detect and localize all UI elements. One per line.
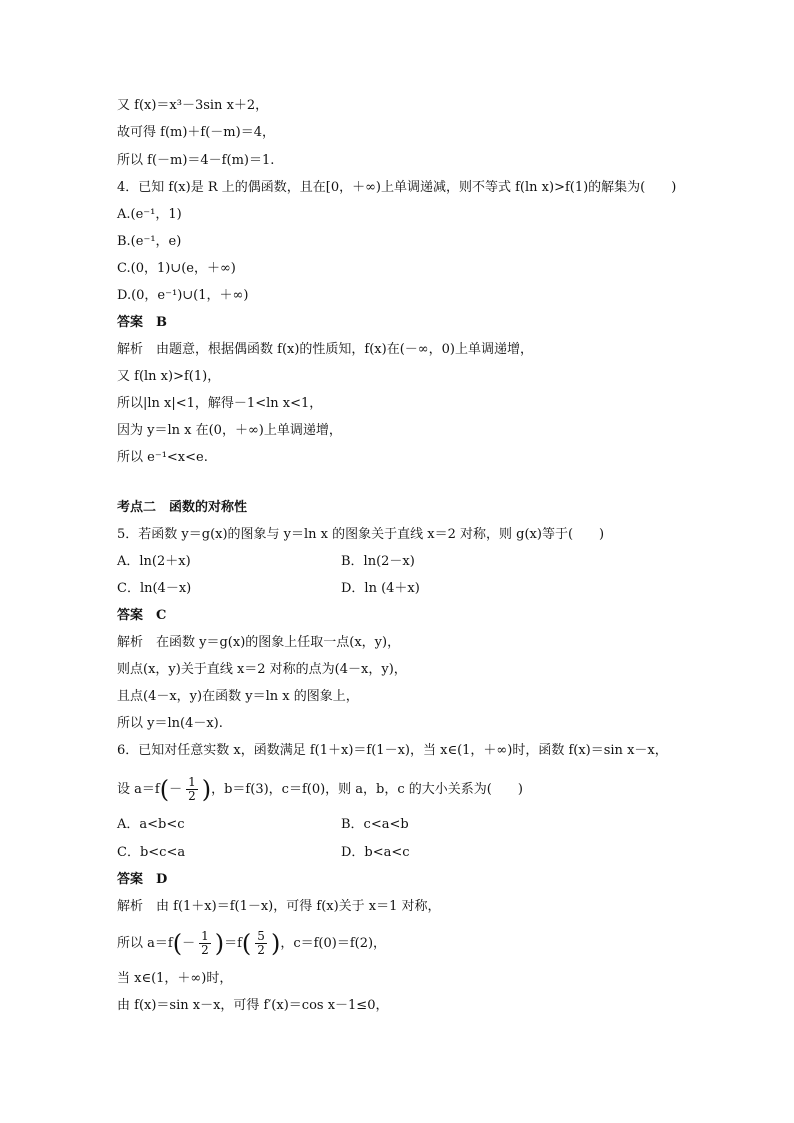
q4-explanation: 又 f(ln x)>f(1)， — [117, 369, 221, 384]
paren-close: ) — [201, 775, 212, 804]
fraction-denominator: 2 — [257, 943, 265, 957]
q6-option-b: B．c<a<b — [341, 817, 409, 832]
q5-answer: 答案 C — [117, 608, 167, 623]
question-6-line2 — [117, 776, 523, 803]
minus-sign: － — [169, 782, 183, 797]
q5-option-a: A．ln(2＋x) — [117, 554, 191, 569]
q6-option-c: C．b<c<a — [117, 845, 186, 860]
q6-explanation-fraction-line — [117, 930, 386, 957]
q4-explanation: 因为 y＝ln x 在(0，＋∞)上单调递增， — [117, 423, 342, 438]
q6-explanation: 由 f(x)＝sin x－x，可得 f′(x)＝cos x－1≤0， — [117, 998, 389, 1013]
q4-option-c: C.(0，1)∪(e，＋∞) — [117, 261, 236, 276]
text-fragment: 所以 a＝f — [117, 936, 173, 951]
q5-explanation: 则点(x，y)关于直线 x＝2 对称的点为(4－x，y)， — [117, 662, 407, 677]
paren-close: ) — [214, 929, 225, 958]
fraction-numerator: 1 — [188, 775, 196, 789]
fraction-numerator: 1 — [201, 929, 209, 943]
paren-open: ( — [172, 929, 183, 958]
section-heading: 考点二 函数的对称性 — [117, 500, 248, 515]
minus-sign: － — [182, 936, 196, 951]
text-fragment: ，b＝f(3)，c＝f(0)，则 a，b，c 的大小关系为( ) — [211, 782, 523, 797]
fraction-one-half — [186, 776, 198, 803]
question-6: 6．已知对任意实数 x，函数满足 f(1＋x)＝f(1－x)，当 x∈(1，＋∞)时，函数 f(x)＝sin x－x， — [117, 743, 668, 758]
q6-option-d: D．b<a<c — [341, 845, 410, 860]
q4-option-d: D.(0，e⁻¹)∪(1，＋∞) — [117, 288, 249, 303]
q4-explanation: 解析 由题意，根据偶函数 f(x)的性质知，f(x)在(－∞，0)上单调递增， — [117, 342, 533, 357]
q6-option-a: A．a<b<c — [117, 817, 185, 832]
q6-answer: 答案 D — [117, 872, 168, 887]
q5-option-b: B．ln(2－x) — [341, 554, 415, 569]
text-line: 又 f(x)＝x³－3sin x＋2， — [117, 98, 269, 113]
q6-explanation: 解析 由 f(1＋x)＝f(1－x)，可得 f(x)关于 x＝1 对称， — [117, 899, 441, 914]
fraction-numerator: 5 — [257, 929, 265, 943]
q5-option-c: C．ln(4－x) — [117, 581, 192, 596]
fraction-denominator: 2 — [201, 943, 209, 957]
paren-open: ( — [159, 775, 170, 804]
q5-explanation: 且点(4－x，y)在函数 y＝ln x 的图象上， — [117, 689, 359, 704]
paren-open: ( — [241, 929, 252, 958]
q5-explanation: 解析 在函数 y＝g(x)的图象上任取一点(x，y)， — [117, 635, 401, 650]
text-line: 故可得 f(m)＋f(－m)＝4， — [117, 125, 275, 140]
q5-explanation: 所以 y＝ln(4－x). — [117, 716, 223, 731]
fraction-one-half — [199, 930, 211, 957]
fraction-denominator: 2 — [188, 789, 196, 803]
q6-explanation: 当 x∈(1，＋∞)时， — [117, 971, 233, 986]
fraction-five-halves — [255, 930, 267, 957]
q5-option-d: D．ln (4＋x) — [341, 581, 420, 596]
q4-answer: 答案 B — [117, 315, 167, 330]
text-fragment: ，c＝f(0)＝f(2)， — [280, 936, 387, 951]
paren-close: ) — [270, 929, 281, 958]
q4-option-a: A.(e⁻¹，1) — [117, 207, 182, 222]
question-4: 4．已知 f(x)是 R 上的偶函数，且在[0，＋∞)上单调递减，则不等式 f(ln x)>f(1)的解集为( ) — [117, 180, 677, 195]
text-fragment: 设 a＝f — [117, 782, 160, 797]
text-fragment: ＝f — [224, 936, 242, 951]
q4-explanation: 所以 e⁻¹<x<e. — [117, 450, 208, 465]
question-5: 5．若函数 y＝g(x)的图象与 y＝ln x 的图象关于直线 x＝2 对称，则 g(x)等于( ) — [117, 527, 605, 542]
text-line: 所以 f(－m)＝4－f(m)＝1. — [117, 153, 275, 168]
q4-option-b: B.(e⁻¹，e) — [117, 234, 182, 249]
q4-explanation: 所以|ln x|<1，解得－1<ln x<1， — [117, 396, 323, 411]
